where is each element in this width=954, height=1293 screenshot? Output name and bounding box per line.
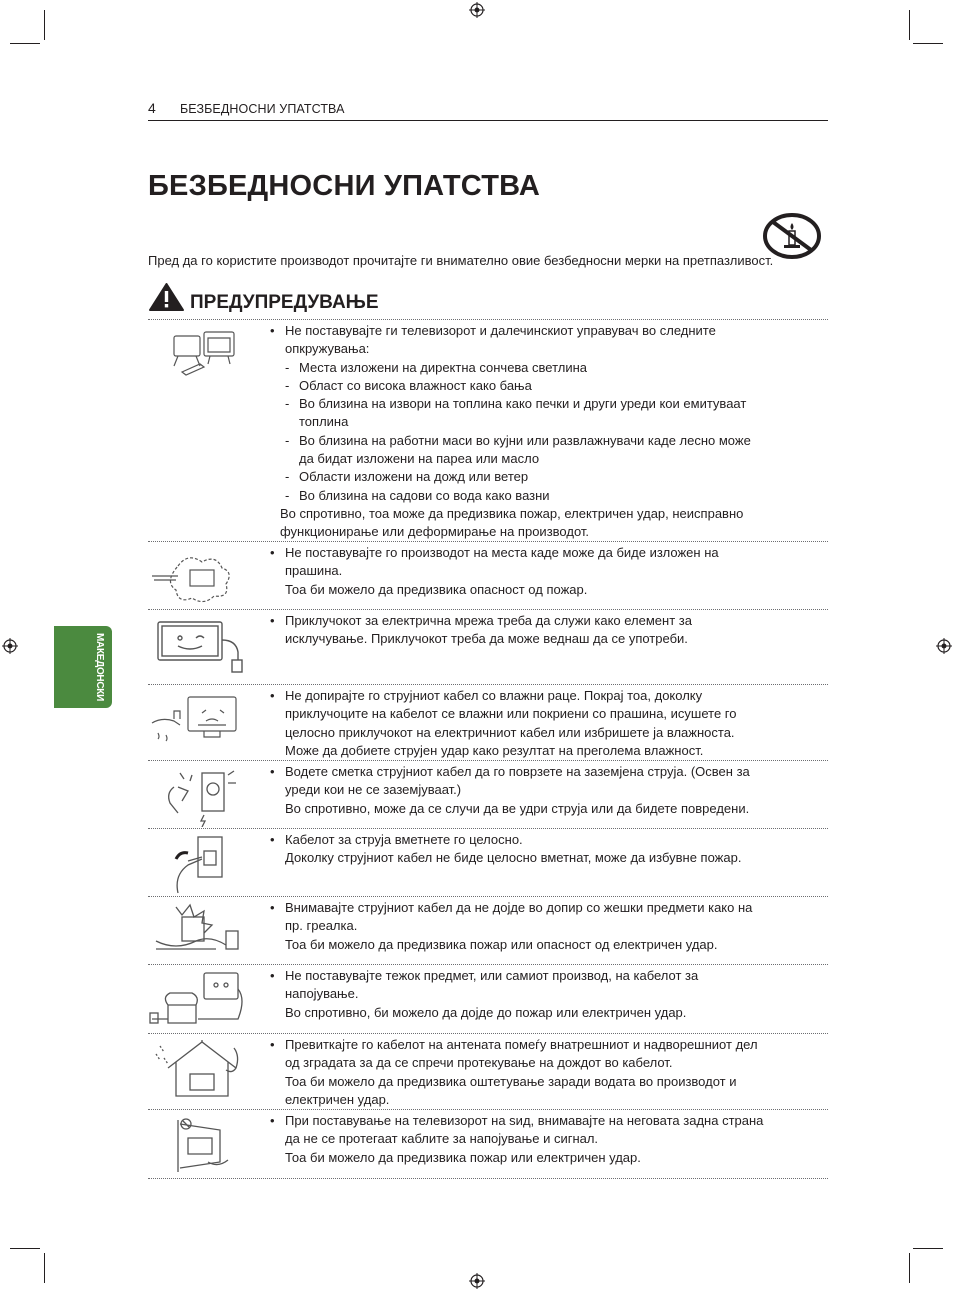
item-line: • Кабелот за струја вметнете го целосно. xyxy=(270,831,830,849)
wet-hands-illustration xyxy=(148,689,248,751)
heavy-object-illustration xyxy=(148,969,248,1031)
item-line: Тоа би можело да предизвика опасност од пожар. xyxy=(285,581,588,597)
registration-mark-icon xyxy=(469,2,485,18)
crop-mark xyxy=(10,43,40,44)
item-line: Доколку струјниот кабел не биде целосно вметнат, може да избувне пожар. xyxy=(285,850,742,866)
registration-mark-icon xyxy=(2,638,18,654)
warning-item xyxy=(148,609,828,685)
item-text xyxy=(270,612,830,649)
item-line: Во спротивно, тоа може да предизвика пожар, електричен удар, неисправно xyxy=(280,505,744,521)
crop-mark xyxy=(10,1248,40,1249)
item-text xyxy=(270,687,830,760)
item-line: Може да добиете струјен удар како резултат на преголема влажност. xyxy=(285,742,704,758)
item-line: целосно приклучокот на електричниот кабел или избришете ја влажноста. xyxy=(285,724,735,740)
item-line: - Места изложени на директна сончева светлина xyxy=(270,359,830,377)
item-line: • Внимавајте струјниот кабел да не дојде во допир со жешки предмети како на xyxy=(270,899,830,917)
language-tab-label: МАКЕДОНСКИ xyxy=(94,633,105,701)
warning-item xyxy=(148,1109,828,1179)
item-line: • Приклучокот за електрична мрежа треба да служи како елемент за xyxy=(270,612,830,630)
running-header-title: БЕЗБЕДНОСНИ УПАТСТВА xyxy=(180,102,345,116)
registration-mark-icon xyxy=(469,1273,485,1289)
item-line: • Не поставувајте тежок предмет, или самиот производ, на кабелот за xyxy=(270,967,830,985)
item-line: - Во близина на садови со вода како вазни xyxy=(270,487,830,505)
item-line: • Не допирајте го струјниот кабел со влажни раце. Покрај тоа, доколку xyxy=(270,687,830,705)
item-line: • Не поставувајте ги телевизорот и далечинскиот управувач во следните xyxy=(270,322,830,340)
warning-item xyxy=(148,684,828,761)
item-line: топлина xyxy=(299,414,349,430)
item-text xyxy=(270,763,830,818)
item-line: опкружувања: xyxy=(285,341,370,357)
crop-mark xyxy=(909,10,910,40)
warning-item xyxy=(148,896,828,965)
item-line: прашина. xyxy=(285,563,343,579)
warning-item xyxy=(148,760,828,829)
item-line: • При поставување на телевизорот на ѕид, внимавајте на неговата задна страна xyxy=(270,1112,830,1130)
item-line: да не се протегаат каблите за напојување и сигнал. xyxy=(285,1131,599,1147)
item-line: да бидат изложени на пареа или масло xyxy=(299,451,540,467)
item-line: - Во близина на извори на топлина како печки и други уреди кои емитуваат xyxy=(270,395,830,413)
registration-mark-icon xyxy=(936,638,952,654)
item-text xyxy=(270,322,830,542)
item-line: исклучување. Приклучокот треба да може веднаш да се употреби. xyxy=(285,631,688,647)
item-text xyxy=(270,967,830,1022)
item-line: Тоа би можело да предизвика пожар или опасност од електричен удар. xyxy=(285,936,718,952)
item-line: • Превиткајте го кабелот на антената помеѓу внатрешниот и надворешниот дел xyxy=(270,1036,830,1054)
heater-cable-illustration xyxy=(148,901,248,963)
item-line: напојување. xyxy=(285,986,359,1002)
item-line: од зградата за да се спречи протекување на дождот во кабелот. xyxy=(285,1055,673,1071)
item-line: • Водете сметка струјниот кабел да го поврзете на заземјена струја. (Освен за xyxy=(270,763,830,781)
item-line: Во спротивно, би можело да дојде до пожар или електричен удар. xyxy=(285,1004,687,1020)
warning-item xyxy=(148,1033,828,1110)
item-line: електричен удар. xyxy=(285,1091,390,1107)
crop-mark xyxy=(44,1253,45,1283)
item-line: приклучоците на кабелот се влажни или покриени со прашина, исушете го xyxy=(285,706,737,722)
grounded-outlet-illustration xyxy=(148,765,248,827)
dust-illustration xyxy=(148,546,248,608)
antenna-cable-illustration xyxy=(148,1038,248,1100)
wall-mount-illustration xyxy=(148,1114,248,1176)
item-line: • Не поставувајте го производот на места каде може да биде изложен на xyxy=(270,544,830,562)
item-text xyxy=(270,1036,830,1109)
item-text xyxy=(270,899,830,954)
warning-item xyxy=(148,319,828,542)
crop-mark xyxy=(913,1248,943,1249)
running-header xyxy=(148,98,828,121)
item-line: Тоа би можело да предизвика оштетување заради водата во производот и xyxy=(285,1073,737,1089)
item-line: - Области изложени на дожд или ветер xyxy=(270,468,830,486)
tv-environment-illustration xyxy=(164,328,264,390)
item-line: функционирање или деформирање на производот. xyxy=(280,524,590,540)
warning-triangle-icon xyxy=(148,282,185,312)
item-line: - Во близина на работни маси во кујни или развлажнувачи каде лесно може xyxy=(270,432,830,450)
item-text xyxy=(270,831,830,868)
warning-item xyxy=(148,541,828,610)
power-plug-illustration xyxy=(148,616,248,678)
warning-item xyxy=(148,828,828,897)
item-line: - Област со висока влажност како бања xyxy=(270,377,830,395)
item-text xyxy=(270,1112,830,1167)
warning-item xyxy=(148,964,828,1034)
intro-text: Пред да го користите производот прочитајте ги внимателно овие безбедносни мерки на претпазливост. xyxy=(148,253,774,268)
page-title: БЕЗБЕДНОСНИ УПАТСТВА xyxy=(148,170,540,202)
warning-title: ПРЕДУПРЕДУВАЊЕ xyxy=(190,292,379,313)
item-line: Во спротивно, може да се случи да ве удри струја или да бидете повредени. xyxy=(285,800,750,816)
item-text xyxy=(270,544,830,599)
item-line: уреди кои не се заземјуваат.) xyxy=(285,782,462,798)
item-line: Тоа би можело да предизвика пожар или електричен удар. xyxy=(285,1149,641,1165)
crop-mark xyxy=(44,10,45,40)
crop-mark xyxy=(913,43,943,44)
insert-plug-illustration xyxy=(148,833,248,895)
crop-mark xyxy=(909,1253,910,1283)
item-line: пр. греалка. xyxy=(285,918,358,934)
page-number: 4 xyxy=(148,100,156,116)
